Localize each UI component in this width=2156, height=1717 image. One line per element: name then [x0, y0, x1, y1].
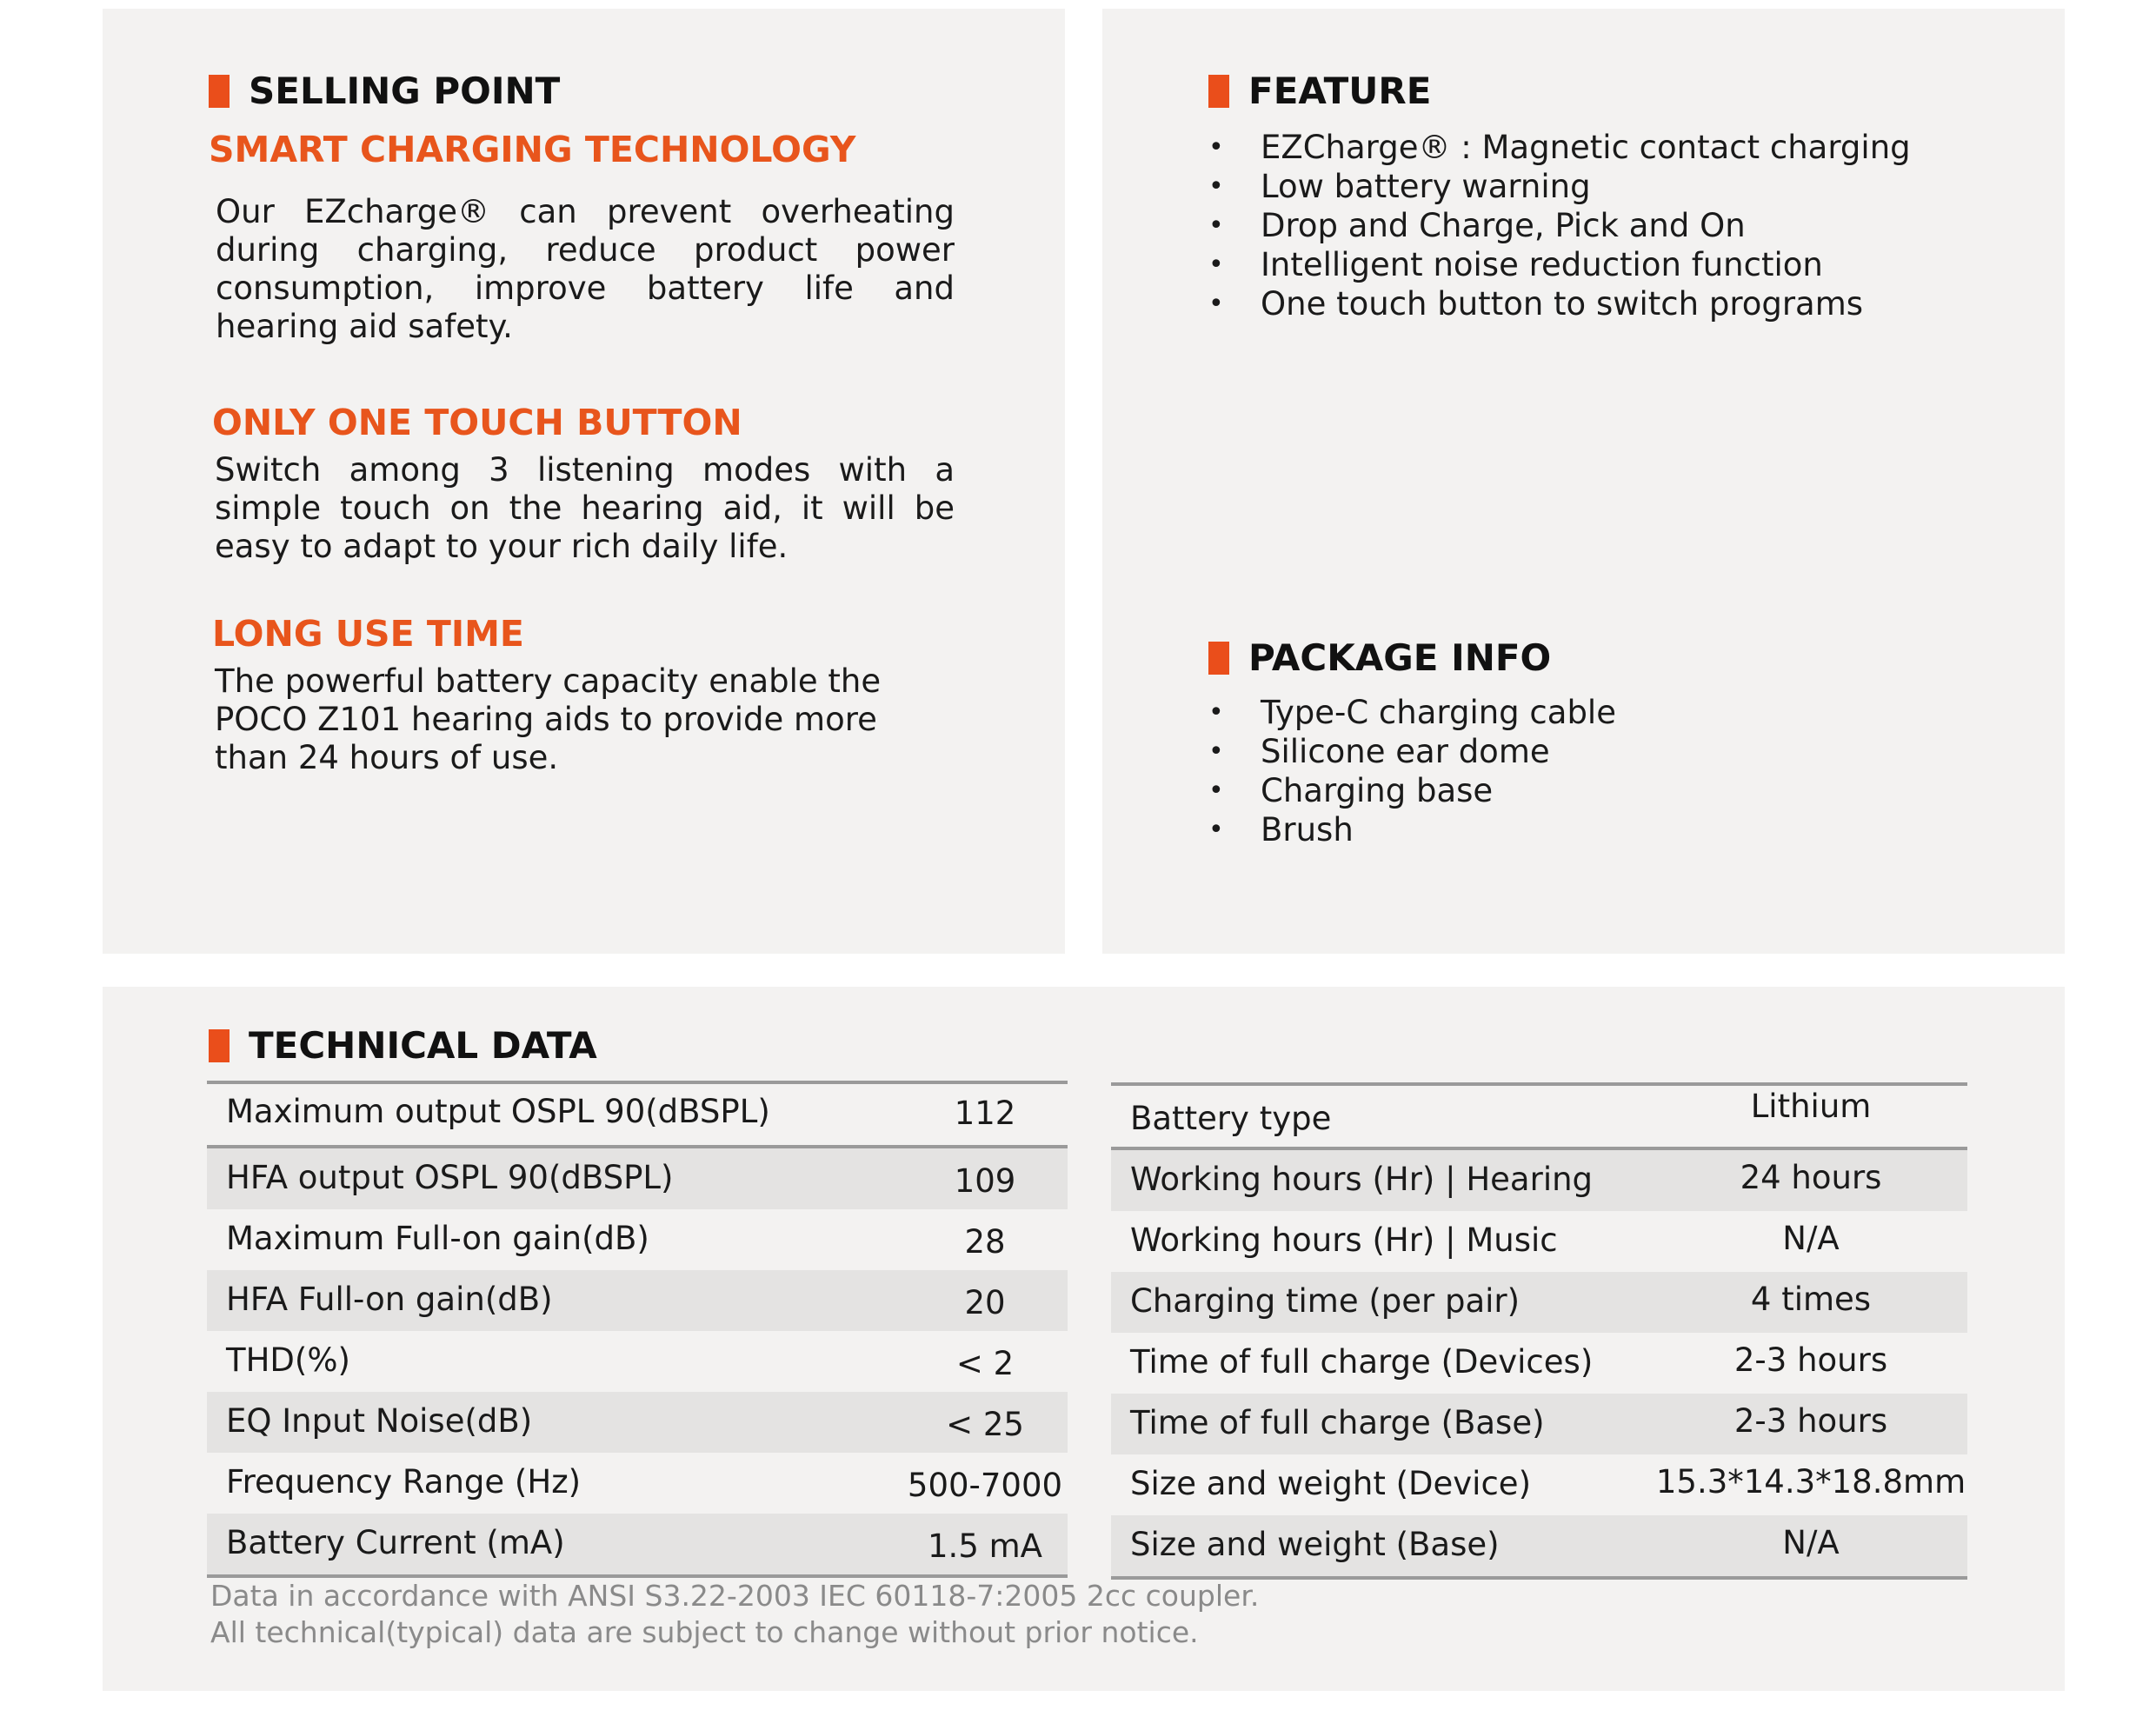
row-value: N/A — [1782, 1220, 1840, 1257]
row-value: Lithium — [1750, 1088, 1872, 1125]
list-item: • Intelligent noise reduction function — [1208, 245, 1911, 284]
one-touch-body-text: Switch among 3 listening modes with a simple touch on the hearing aid, it will be — [215, 451, 955, 527]
list-item: • Low battery warning — [1208, 167, 1911, 206]
row-label: Size and weight (Device) — [1130, 1465, 1532, 1502]
heading-marker — [1208, 75, 1229, 108]
table-row — [1111, 1394, 1967, 1454]
table-row — [1111, 1086, 1967, 1147]
long-use-line-3: than 24 hours of use. — [215, 739, 559, 776]
package-info-heading — [1208, 636, 1551, 679]
row-value: 1.5 mA — [928, 1527, 1042, 1565]
list-item: • Silicone ear dome — [1208, 732, 1616, 771]
table-row — [207, 1270, 1068, 1331]
technical-data-panel — [103, 987, 2065, 1691]
row-label: Time of full charge (Devices) — [1130, 1343, 1594, 1381]
feature-panel — [1102, 9, 2065, 954]
row-value: 2-3 hours — [1733, 1402, 1888, 1440]
note-line-1: Data in accordance with ANSI S3.22-2003 IEC 60118-7:2005 2cc coupler. — [210, 1579, 1260, 1613]
table-row — [207, 1392, 1068, 1453]
row-label: HFA output OSPL 90(dBSPL) — [226, 1159, 674, 1196]
list-item: • One touch button to switch programs — [1208, 284, 1911, 323]
row-label: Maximum output OSPL 90(dBSPL) — [226, 1093, 770, 1130]
row-value: N/A — [1782, 1524, 1840, 1561]
table-row — [207, 1084, 1068, 1145]
feature-heading-text: FEATURE — [1248, 70, 1432, 112]
list-item: • Drop and Charge, Pick and On — [1208, 206, 1911, 245]
tech-table-right — [1111, 1082, 1967, 1580]
smart-charging-body — [216, 193, 955, 346]
list-item: • EZCharge® : Magnetic contact charging — [1208, 128, 1911, 167]
table-row — [207, 1514, 1068, 1574]
table-row — [1111, 1454, 1967, 1515]
row-value: 24 hours — [1740, 1159, 1882, 1196]
table-row — [1111, 1515, 1967, 1576]
table-row — [207, 1453, 1068, 1514]
long-use-line-1: The powerful battery capacity enable the — [215, 662, 882, 700]
table-row — [1111, 1272, 1967, 1333]
row-label: Frequency Range (Hz) — [226, 1463, 582, 1501]
row-label: Maximum Full-on gain(dB) — [226, 1220, 649, 1257]
row-label: Charging time (per pair) — [1130, 1282, 1521, 1320]
package-list — [1208, 693, 1616, 849]
row-value: < 2 — [955, 1345, 1015, 1382]
table-row — [1111, 1150, 1967, 1211]
feature-heading — [1208, 70, 1431, 112]
row-label: Time of full charge (Base) — [1130, 1404, 1545, 1441]
table-row — [207, 1209, 1068, 1270]
package-info-heading-text: PACKAGE INFO — [1248, 636, 1552, 679]
row-value: 2-3 hours — [1733, 1341, 1888, 1379]
row-label: Battery type — [1130, 1100, 1332, 1137]
technical-data-heading-text: TECHNICAL DATA — [249, 1024, 597, 1067]
one-touch-title: ONLY ONE TOUCH BUTTON — [212, 402, 742, 443]
row-label: Working hours (Hr) | Music — [1130, 1221, 1558, 1259]
row-value: 28 — [964, 1223, 1006, 1261]
long-use-line-2: POCO Z101 hearing aids to provide more — [215, 701, 877, 738]
one-touch-body — [215, 451, 955, 566]
note-line-2: All technical(typical) data are subject to change without prior notice. — [210, 1615, 1199, 1649]
technical-notes — [210, 1578, 1259, 1651]
smart-charging-body-last: hearing aid safety. — [216, 308, 513, 345]
row-label: Working hours (Hr) | Hearing — [1130, 1161, 1594, 1198]
row-value: 500-7000 — [907, 1467, 1063, 1504]
row-label: Size and weight (Base) — [1130, 1526, 1500, 1563]
one-touch-body-last: easy to adapt to your rich daily life. — [215, 528, 789, 565]
row-label: Battery Current (mA) — [226, 1524, 565, 1561]
row-label: HFA Full-on gain(dB) — [226, 1281, 553, 1318]
table-row — [207, 1331, 1068, 1392]
list-item: • Brush — [1208, 810, 1616, 849]
selling-point-heading-text: SELLING POINT — [249, 70, 561, 112]
long-use-body — [215, 662, 980, 777]
row-value: 4 times — [1750, 1281, 1872, 1318]
row-value: 112 — [954, 1095, 1016, 1132]
list-item: • Type-C charging cable — [1208, 693, 1616, 732]
list-item: • Charging base — [1208, 771, 1616, 810]
feature-list — [1208, 128, 1911, 323]
technical-data-heading — [209, 1024, 597, 1067]
selling-point-panel — [103, 9, 1065, 954]
long-use-title: LONG USE TIME — [212, 613, 524, 655]
row-value: < 25 — [946, 1406, 1024, 1443]
row-value: 109 — [954, 1162, 1016, 1200]
row-value: 15.3*14.3*18.8mm — [1655, 1463, 1966, 1501]
heading-marker — [1208, 642, 1229, 675]
row-label: EQ Input Noise(dB) — [226, 1402, 533, 1440]
smart-charging-body-text: Our EZcharge® can prevent overheating during charging, reduce product power consumption, improve battery life and — [216, 193, 955, 307]
heading-marker — [209, 1029, 230, 1062]
table-row — [207, 1148, 1068, 1209]
row-value: 20 — [964, 1284, 1006, 1321]
tech-table-left — [207, 1081, 1068, 1578]
row-label: THD(%) — [226, 1341, 350, 1379]
table-row — [1111, 1333, 1967, 1394]
smart-charging-title: SMART CHARGING TECHNOLOGY — [209, 129, 856, 170]
table-row — [1111, 1211, 1967, 1272]
selling-point-heading — [209, 70, 560, 112]
heading-marker — [209, 75, 230, 108]
